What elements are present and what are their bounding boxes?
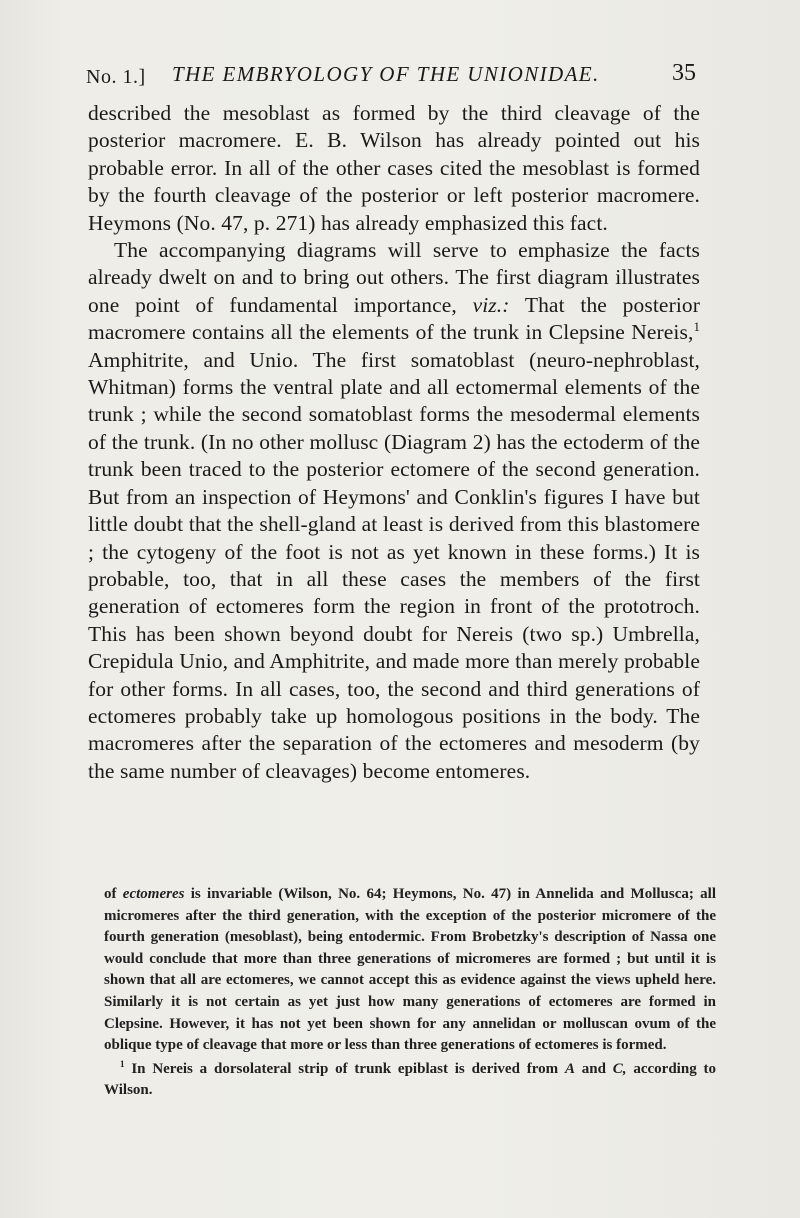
page-number: 35 <box>672 60 696 86</box>
footnote-1 <box>104 1059 716 1102</box>
running-header <box>86 58 700 94</box>
running-title: THE EMBRYOLOGY OF THE UNIONIDAE. <box>172 62 600 86</box>
footnote-1-text-a: In Nereis a dorsolateral strip of trunk epiblast is derived from <box>124 1060 565 1077</box>
footnotes <box>104 884 716 1102</box>
paragraph-1: described the mesoblast as formed by the third cleavage of the posterior macromere. E. B. Wilson has already pointed out his probable error. In all of the other cases cited the mesoblast is formed by the fourth cleavage of the posterior or left posterior macromere. Heymons (No. 47, p. 271) has already emphasized this fact. <box>88 101 700 235</box>
body-text <box>88 100 700 785</box>
paragraph-2-part-a: The accompanying diagrams will serve to emphasize the facts already dwelt on and to bring out others. The first diagram illustrates one point of fundamental importance, <box>88 238 700 317</box>
footnote-1-marker: 1 <box>120 1058 125 1069</box>
paragraph-2-part-b: That the posterior macromere contains all the elements of the trunk in Clepsine Nereis, <box>88 292 701 345</box>
paragraph-2-part-c: Amphitrite, and Unio. The first somatoblast (neuro-nephroblast, Whitman) forms the ventral plate and all ectomermal elements of the trunk ; while the second somatoblast forms the mesodermal elements of the trunk. (In no other mollusc (Diagram 2) has the ectoderm of the trunk been traced to the posterior ectomere of the second generation. But from an inspection of Heymons' and Conklin's figures I have but little doubt that the shell-gland at least is derived from this blastomere ; the cytogeny of the foot is not as yet known in these forms.) It is probable, too, that in all these cases the members of the first generation of ectomeres form the region in front of the prototroch. This has been shown beyond doubt for Nereis (two sp.) Umbrella, Crepidula Unio, and Amphitrite, and made more than merely probable for other forms. In all cases, too, the second and third generations of ectomeres probably take up homologous positions in the body. The macromeres after the separation of the ectomeres and mesoderm (by the same number of cleavages) become entomeres. <box>88 347 700 783</box>
footnote-1-c-italic: C, <box>612 1060 627 1077</box>
footnote-cont-text-a: of <box>104 886 123 902</box>
footnote-1-text-b: and <box>574 1060 613 1077</box>
viz-abbrev: viz.: <box>472 292 510 317</box>
footnote-cont-text-b: is invariable (Wilson, No. 64; Heymons, No. 47) in Annelida and Mollusca; all micromeres after the third generation, with the exception of the posterior micromere of the fourth generation (mesoblast), being entodermic. From Brobetzky's description of Nassa one would conclude that more than three generations of micromeres are formed ; but until it is shown that all are ectomeres, we cannot accept this as evidence against the views upheld here. Similarly it is not certain as yet just how many generations of ectomeres are formed in Clepsine. However, it has not yet been shown for any annelidan or molluscan ovum of the oblique type of cleavage that more or less than three generations of ectomeres is formed. <box>104 886 717 1054</box>
footnote-ref-1: 1 <box>693 320 700 335</box>
footnote-1-text-c: according to Wilson. <box>104 1060 717 1099</box>
footnote-ectomeres: ectomeres <box>122 886 185 902</box>
paragraph-2 <box>88 237 700 785</box>
footnote-continuation <box>104 884 716 1057</box>
journal-number: No. 1.] <box>86 66 146 88</box>
footnote-1-a-italic: A <box>564 1060 575 1077</box>
